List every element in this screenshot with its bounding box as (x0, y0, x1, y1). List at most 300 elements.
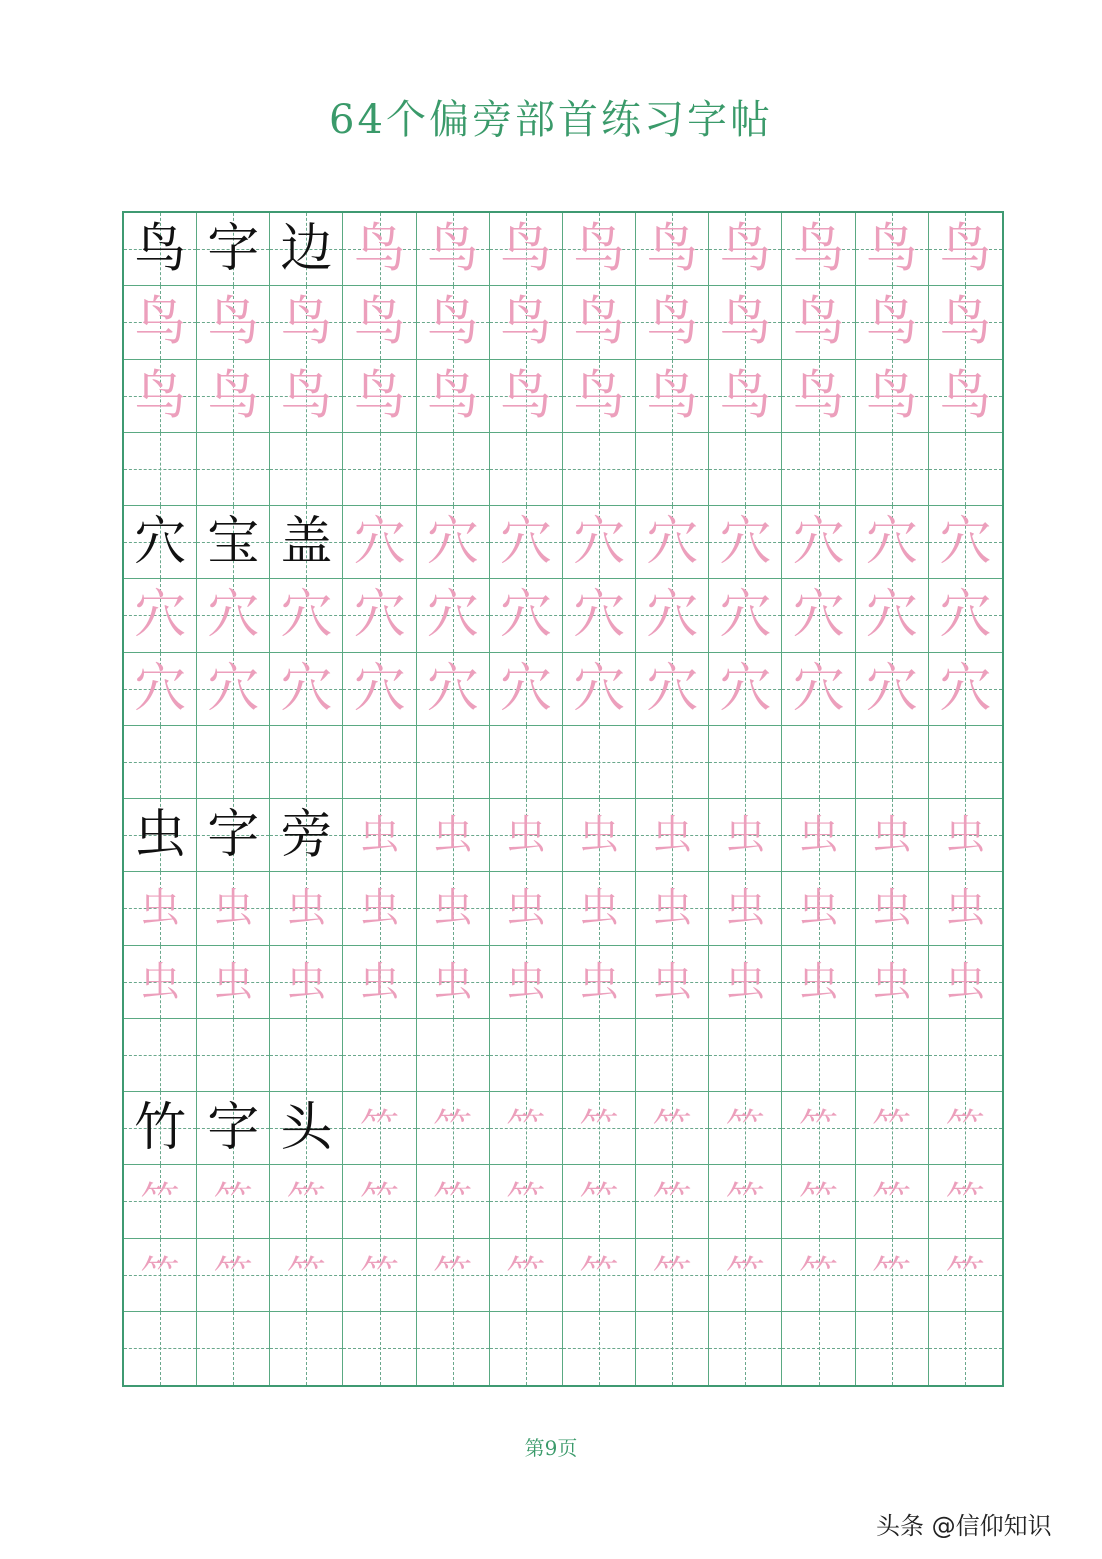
trace-character: 鸟 (792, 219, 845, 280)
grid-cell (709, 1312, 782, 1385)
trace-character: ⺮ (213, 1178, 254, 1225)
grid-cell (197, 1019, 270, 1092)
trace-character: 虫 (213, 958, 254, 1005)
trace-character: 穴 (646, 585, 699, 646)
trace-character: 穴 (939, 512, 992, 573)
grid-cell (197, 286, 270, 359)
grid-cell (490, 579, 563, 652)
trace-character: 虫 (140, 958, 181, 1005)
grid-cell (343, 653, 416, 726)
trace-character: 鸟 (573, 365, 626, 426)
trace-character: 鸟 (499, 292, 552, 353)
grid-cell (782, 1092, 855, 1165)
trace-character: 鸟 (865, 219, 918, 280)
grid-cell (636, 1165, 709, 1238)
trace-character: 虫 (725, 812, 766, 859)
trace-character: 鸟 (792, 292, 845, 353)
grid-cell (563, 579, 636, 652)
trace-character: 鸟 (134, 292, 187, 353)
trace-character: ⺮ (798, 1105, 839, 1152)
grid-cell (782, 286, 855, 359)
trace-character: 穴 (134, 585, 187, 646)
grid-cell (782, 946, 855, 1019)
page-number: 第9页 (524, 1436, 578, 1460)
trace-character: 穴 (792, 585, 845, 646)
grid-cell (856, 1019, 929, 1092)
grid-cell (270, 653, 343, 726)
grid-cell (563, 946, 636, 1019)
trace-character: 鸟 (207, 365, 260, 426)
grid-cell (636, 1312, 709, 1385)
trace-character: 虫 (652, 885, 693, 932)
trace-character: ⺮ (579, 1105, 620, 1152)
trace-character: 鸟 (207, 292, 260, 353)
trace-character: 虫 (432, 958, 473, 1005)
grid-cell (490, 799, 563, 872)
grid-cell (490, 433, 563, 506)
grid-cell (197, 213, 270, 286)
trace-character: 穴 (939, 658, 992, 719)
grid-cell (197, 506, 270, 579)
trace-character: 穴 (646, 512, 699, 573)
grid-cell (270, 506, 343, 579)
trace-character: 虫 (871, 885, 912, 932)
grid-cell (709, 506, 782, 579)
grid-cell (197, 872, 270, 945)
trace-character: ⺮ (505, 1178, 546, 1225)
grid-cell (636, 579, 709, 652)
grid-cell (417, 653, 490, 726)
grid-cell (709, 799, 782, 872)
grid-cell (270, 946, 343, 1019)
trace-character: ⺮ (432, 1178, 473, 1225)
trace-character: ⺮ (725, 1251, 766, 1298)
grid-cell (124, 726, 197, 799)
label-character: 字 (207, 805, 260, 866)
trace-character: 穴 (280, 658, 333, 719)
trace-character: ⺮ (286, 1178, 327, 1225)
grid-cell (490, 360, 563, 433)
grid-cell (563, 360, 636, 433)
grid-cell (856, 506, 929, 579)
grid-cell (856, 799, 929, 872)
label-character: 竹 (134, 1098, 187, 1159)
grid-cell (124, 433, 197, 506)
grid-cell (856, 946, 929, 1019)
grid-cell (417, 872, 490, 945)
trace-character: ⺮ (945, 1178, 986, 1225)
grid-cell (782, 433, 855, 506)
trace-character: ⺮ (140, 1178, 181, 1225)
grid-cell (929, 213, 1002, 286)
grid-cell (490, 1019, 563, 1092)
grid-cell (636, 1092, 709, 1165)
trace-character: ⺮ (505, 1251, 546, 1298)
trace-character: ⺮ (652, 1105, 693, 1152)
grid-cell (856, 213, 929, 286)
grid-cell (636, 360, 709, 433)
grid-cell (856, 1165, 929, 1238)
trace-character: 虫 (871, 812, 912, 859)
grid-cell (417, 286, 490, 359)
grid-cell (709, 286, 782, 359)
grid-cell (197, 653, 270, 726)
grid-cell (929, 872, 1002, 945)
grid-cell (563, 1019, 636, 1092)
grid-cell (636, 726, 709, 799)
grid-cell (124, 1092, 197, 1165)
trace-character: 穴 (792, 658, 845, 719)
grid-cell (782, 799, 855, 872)
grid-cell (417, 1239, 490, 1312)
grid-cell (563, 1312, 636, 1385)
grid-cell (124, 653, 197, 726)
grid-cell (929, 946, 1002, 1019)
page-title: 64个偏旁部首练习字帖 (329, 97, 773, 143)
grid-cell (709, 726, 782, 799)
trace-character: 鸟 (353, 365, 406, 426)
grid-cell (563, 1092, 636, 1165)
grid-cell (490, 506, 563, 579)
grid-cell (124, 872, 197, 945)
trace-character: 虫 (798, 958, 839, 1005)
grid-cell (270, 726, 343, 799)
grid-cell (929, 726, 1002, 799)
grid-cell (417, 1019, 490, 1092)
trace-character: 鸟 (499, 219, 552, 280)
trace-character: ⺮ (871, 1105, 912, 1152)
grid-cell (490, 946, 563, 1019)
grid-cell (197, 433, 270, 506)
grid-cell (343, 213, 416, 286)
trace-character: ⺮ (798, 1178, 839, 1225)
grid-cell (270, 799, 343, 872)
trace-character: 鸟 (280, 365, 333, 426)
grid-cell (563, 213, 636, 286)
grid-cell (782, 360, 855, 433)
grid-cell (929, 1239, 1002, 1312)
trace-character: ⺮ (871, 1178, 912, 1225)
trace-character: 虫 (945, 812, 986, 859)
trace-character: 穴 (719, 658, 772, 719)
practice-grid (122, 211, 1004, 1387)
trace-character: 鸟 (939, 219, 992, 280)
grid-cell (929, 653, 1002, 726)
trace-character: 鸟 (646, 365, 699, 426)
trace-character: 穴 (573, 512, 626, 573)
grid-cell (197, 799, 270, 872)
trace-character: 穴 (865, 585, 918, 646)
grid-cell (563, 506, 636, 579)
grid-cell (709, 946, 782, 1019)
label-character: 鸟 (134, 219, 187, 280)
grid-cell (490, 1092, 563, 1165)
trace-character: 鸟 (719, 219, 772, 280)
trace-character: 虫 (579, 958, 620, 1005)
trace-character: 鸟 (939, 365, 992, 426)
grid-cell (417, 506, 490, 579)
grid-cell (124, 360, 197, 433)
trace-character: ⺮ (945, 1105, 986, 1152)
grid-cell (343, 726, 416, 799)
trace-character: 穴 (426, 512, 479, 573)
trace-character: 虫 (652, 958, 693, 1005)
grid-cell (124, 506, 197, 579)
grid-cell (343, 1019, 416, 1092)
trace-character: 虫 (432, 885, 473, 932)
grid-cell (417, 433, 490, 506)
grid-cell (929, 799, 1002, 872)
grid-cell (197, 946, 270, 1019)
grid-cell (417, 1092, 490, 1165)
grid-cell (197, 1165, 270, 1238)
grid-cell (856, 726, 929, 799)
grid-cell (856, 579, 929, 652)
grid-cell (709, 433, 782, 506)
grid-cell (782, 1312, 855, 1385)
grid-cell (782, 506, 855, 579)
trace-character: 穴 (499, 512, 552, 573)
grid-cell (343, 579, 416, 652)
grid-cell (563, 799, 636, 872)
trace-character: 虫 (505, 885, 546, 932)
grid-cell (636, 213, 709, 286)
trace-character: 鸟 (573, 219, 626, 280)
trace-character: 鸟 (499, 365, 552, 426)
trace-character: ⺮ (652, 1178, 693, 1225)
trace-character: 穴 (353, 658, 406, 719)
trace-character: 穴 (426, 585, 479, 646)
grid-cell (124, 1019, 197, 1092)
trace-character: 穴 (865, 658, 918, 719)
grid-cell (343, 799, 416, 872)
grid-cell (636, 799, 709, 872)
grid-cell (490, 872, 563, 945)
trace-character: 鸟 (865, 365, 918, 426)
trace-character: 鸟 (792, 365, 845, 426)
trace-character: ⺮ (725, 1178, 766, 1225)
grid-cell (782, 213, 855, 286)
trace-character: 鸟 (646, 292, 699, 353)
grid-cell (709, 872, 782, 945)
trace-character: 虫 (871, 958, 912, 1005)
grid-cell (270, 1092, 343, 1165)
trace-character: 穴 (499, 658, 552, 719)
grid-cell (636, 286, 709, 359)
grid-cell (197, 1239, 270, 1312)
trace-character: ⺮ (213, 1251, 254, 1298)
grid-cell (417, 726, 490, 799)
trace-character: 虫 (945, 885, 986, 932)
trace-character: 穴 (207, 585, 260, 646)
trace-character: 穴 (573, 585, 626, 646)
grid-cell (709, 653, 782, 726)
trace-character: ⺮ (286, 1251, 327, 1298)
trace-character: 虫 (725, 958, 766, 1005)
trace-character: 虫 (579, 812, 620, 859)
grid-cell (856, 1092, 929, 1165)
grid-cell (124, 1239, 197, 1312)
trace-character: 穴 (426, 658, 479, 719)
trace-character: 虫 (359, 885, 400, 932)
trace-character: 虫 (798, 812, 839, 859)
grid-cell (636, 506, 709, 579)
grid-cell (856, 433, 929, 506)
trace-character: 穴 (865, 512, 918, 573)
grid-cell (490, 286, 563, 359)
grid-cell (490, 1312, 563, 1385)
trace-character: 鸟 (280, 292, 333, 353)
grid-cell (270, 1312, 343, 1385)
grid-cell (270, 1165, 343, 1238)
trace-character: ⺮ (579, 1178, 620, 1225)
trace-character: ⺮ (945, 1251, 986, 1298)
grid-cell (417, 946, 490, 1019)
trace-character: ⺮ (359, 1178, 400, 1225)
trace-character: 穴 (353, 512, 406, 573)
trace-character: 鸟 (426, 292, 479, 353)
grid-cell (929, 433, 1002, 506)
trace-character: 虫 (725, 885, 766, 932)
grid-cell (490, 1239, 563, 1312)
grid-cell (709, 579, 782, 652)
label-character: 宝 (207, 512, 260, 573)
trace-character: 穴 (353, 585, 406, 646)
grid-cell (563, 1239, 636, 1312)
grid-cell (709, 1239, 782, 1312)
trace-character: 鸟 (353, 292, 406, 353)
trace-character: 穴 (499, 585, 552, 646)
grid-cell (929, 1019, 1002, 1092)
grid-cell (709, 360, 782, 433)
trace-character: ⺮ (432, 1251, 473, 1298)
trace-character: ⺮ (140, 1251, 181, 1298)
grid-cell (343, 360, 416, 433)
grid-cell (856, 1239, 929, 1312)
grid-cell (856, 872, 929, 945)
grid-cell (270, 213, 343, 286)
grid-cell (270, 1239, 343, 1312)
label-character: 盖 (280, 512, 333, 573)
grid-cell (636, 872, 709, 945)
grid-cell (124, 213, 197, 286)
grid-cell (197, 579, 270, 652)
trace-character: ⺮ (725, 1105, 766, 1152)
grid-cell (197, 1092, 270, 1165)
trace-character: ⺮ (579, 1251, 620, 1298)
grid-cell (343, 506, 416, 579)
grid-cell (782, 726, 855, 799)
trace-character: 穴 (939, 585, 992, 646)
grid-cell (124, 579, 197, 652)
trace-character: 虫 (286, 885, 327, 932)
grid-cell (636, 433, 709, 506)
grid-cell (417, 799, 490, 872)
grid-cell (270, 433, 343, 506)
trace-character: 虫 (432, 812, 473, 859)
label-character: 旁 (280, 805, 333, 866)
grid-cell (343, 1312, 416, 1385)
trace-character: ⺮ (432, 1105, 473, 1152)
grid-cell (856, 653, 929, 726)
grid-cell (636, 1239, 709, 1312)
grid-cell (709, 213, 782, 286)
trace-character: 虫 (505, 812, 546, 859)
trace-character: ⺮ (871, 1251, 912, 1298)
grid-cell (563, 1165, 636, 1238)
trace-character: 鸟 (573, 292, 626, 353)
label-character: 虫 (134, 805, 187, 866)
trace-character: 穴 (719, 512, 772, 573)
trace-character: 虫 (286, 958, 327, 1005)
label-character: 边 (280, 219, 333, 280)
trace-character: 穴 (573, 658, 626, 719)
grid-cell (636, 946, 709, 1019)
grid-cell (563, 872, 636, 945)
grid-cell (343, 1239, 416, 1312)
trace-character: 虫 (798, 885, 839, 932)
grid-cell (270, 872, 343, 945)
grid-cell (124, 286, 197, 359)
grid-cell (124, 799, 197, 872)
grid-cell (417, 360, 490, 433)
label-character: 头 (280, 1098, 333, 1159)
trace-character: 鸟 (134, 365, 187, 426)
trace-character: 鸟 (719, 365, 772, 426)
grid-cell (636, 1019, 709, 1092)
grid-cell (929, 1312, 1002, 1385)
trace-character: 穴 (792, 512, 845, 573)
grid-cell (417, 1165, 490, 1238)
grid-cell (343, 1165, 416, 1238)
grid-cell (856, 1312, 929, 1385)
grid-cell (929, 1092, 1002, 1165)
grid-cell (929, 506, 1002, 579)
trace-character: 鸟 (865, 292, 918, 353)
trace-character: 虫 (945, 958, 986, 1005)
grid-cell (270, 286, 343, 359)
grid-cell (197, 726, 270, 799)
trace-character: 穴 (280, 585, 333, 646)
grid-cell (929, 360, 1002, 433)
grid-cell (929, 1165, 1002, 1238)
grid-cell (417, 1312, 490, 1385)
trace-character: 穴 (207, 658, 260, 719)
label-character: 字 (207, 1098, 260, 1159)
trace-character: 鸟 (426, 219, 479, 280)
grid-cell (343, 872, 416, 945)
trace-character: 虫 (505, 958, 546, 1005)
grid-cell (124, 1165, 197, 1238)
trace-character: 穴 (719, 585, 772, 646)
trace-character: ⺮ (359, 1105, 400, 1152)
grid-cell (563, 286, 636, 359)
grid-cell (490, 1165, 563, 1238)
grid-cell (782, 872, 855, 945)
grid-cell (490, 653, 563, 726)
trace-character: ⺮ (359, 1251, 400, 1298)
grid-cell (124, 1312, 197, 1385)
grid-cell (709, 1165, 782, 1238)
grid-cell (197, 1312, 270, 1385)
trace-character: 鸟 (353, 219, 406, 280)
grid-cell (343, 286, 416, 359)
grid-cell (417, 213, 490, 286)
trace-character: 鸟 (939, 292, 992, 353)
grid-cell (490, 213, 563, 286)
grid-cell (563, 653, 636, 726)
grid-cell (343, 946, 416, 1019)
